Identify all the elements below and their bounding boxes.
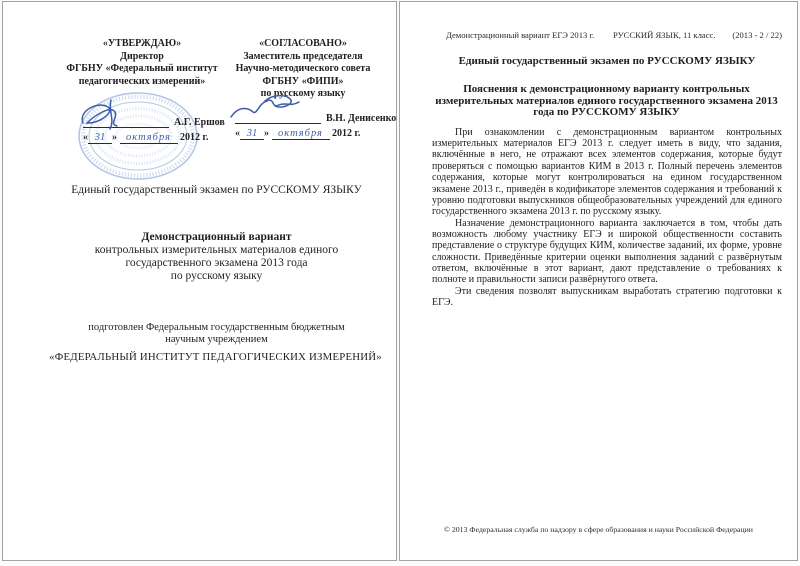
agree-signature-row bbox=[235, 110, 396, 124]
date-year: 2012 г. bbox=[332, 128, 361, 139]
document-title-line: контрольных измерительных материалов единого bbox=[94, 244, 339, 256]
agree-signer-name: В.Н. Денисенко bbox=[326, 113, 397, 124]
paragraph: При ознакомлении с демонстрационным вариантом контрольных измерительных материалов ЕГЭ 2013 г. следует иметь в виду, что задания, включённые в него, не отражают всех элементов содержания, которые будут проверяться с помощью вариантов КИМ в 2013 г. Полный перечень элементов содержания, которые могут контролироваться на едином государственном экзамене 2013 г., приведён в кодификаторе элементов содержания и требований к уровню подготовки выпускников общеобразовательных учреждений для единого государственного экзамена 2013 г. по русскому языку. bbox=[432, 126, 782, 218]
signature-scribble-icon bbox=[75, 97, 145, 131]
document-title-bold: Демонстрационный вариант bbox=[141, 231, 292, 243]
approve-signature-row bbox=[83, 114, 225, 128]
document-title-line: по русскому языку bbox=[170, 270, 263, 282]
approve-date-row bbox=[83, 132, 208, 144]
agree-block bbox=[225, 38, 381, 101]
quote-close: » bbox=[112, 132, 117, 143]
approve-line: Директор bbox=[120, 50, 164, 62]
approve-line: ФГБНУ «Федеральный институт bbox=[66, 63, 218, 75]
approve-signer-name: А.Г. Ершов bbox=[174, 117, 225, 128]
header-page-number: (2013 - 2 / 22) bbox=[732, 30, 782, 40]
body-text bbox=[400, 119, 797, 309]
agree-line: ФГБНУ «ФИПИ» bbox=[262, 75, 344, 87]
page-header bbox=[400, 2, 797, 40]
document-title-block bbox=[45, 231, 388, 283]
approve-block bbox=[55, 38, 229, 88]
agree-date-row bbox=[235, 128, 360, 140]
agree-title: «СОГЛАСОВАНО» bbox=[259, 38, 347, 49]
paragraph: Эти сведения позволят выпускникам выработать стратегию подготовки к ЕГЭ. bbox=[432, 285, 782, 308]
agree-line: Научно-методического совета bbox=[235, 63, 371, 75]
signature-scribble-icon bbox=[227, 93, 305, 123]
section-title: Пояснения к демонстрационному варианту контрольных измерительных материалов единого государственного экзамена 2013 года по РУССКОМУ ЯЗЫКУ bbox=[435, 83, 778, 119]
institute-name: «ФЕДЕРАЛЬНЫЙ ИНСТИТУТ ПЕДАГОГИЧЕСКИХ ИЗМЕРЕНИЙ» bbox=[49, 351, 382, 363]
header-subject-label: РУССКИЙ ЯЗЫК, 11 класс. bbox=[613, 30, 716, 40]
agree-line: по русскому языку bbox=[260, 88, 346, 100]
approve-line: педагогических измерений» bbox=[78, 75, 206, 87]
copyright-footer: © 2013 Федеральная служба по надзору в сфере образования и науки Российской Федерации bbox=[444, 525, 753, 534]
handwritten-month: октября bbox=[272, 128, 330, 140]
exam-title: Единый государственный экзамен по РУССКОМУ ЯЗЫКУ bbox=[71, 184, 362, 196]
exam-title: Единый государственный экзамен по РУССКОМУ ЯЗЫКУ bbox=[458, 55, 756, 67]
handwritten-day: 31 bbox=[240, 128, 264, 140]
header-variant-label: Демонстрационный вариант ЕГЭ 2013 г. bbox=[446, 30, 595, 40]
paragraph: Назначение демонстрационного варианта заключается в том, чтобы дать возможность любому участнику ЕГЭ и широкой общественности составить представление о структуре будущих КИМ, количестве заданий, их форме, уровне сложности. Приведённые критерии оценки выполнения заданий с развёрнутым ответом, включённые в этот вариант, дают представление о требованиях к полноте и правильности записи развёрнутого ответа. bbox=[432, 217, 782, 286]
explanations-page bbox=[399, 1, 798, 561]
handwritten-month: октября bbox=[120, 132, 178, 144]
signature-line bbox=[83, 114, 169, 128]
document-title-line: государственного экзамена 2013 года bbox=[125, 257, 308, 269]
date-year: 2012 г. bbox=[180, 132, 209, 143]
signature-line bbox=[235, 110, 321, 124]
prepared-line: научным учреждением bbox=[165, 334, 268, 345]
quote-open: « bbox=[83, 132, 88, 143]
prepared-by-block bbox=[45, 322, 388, 346]
quote-close: » bbox=[264, 128, 269, 139]
prepared-line: подготовлен Федеральным государственным бюджетным bbox=[88, 322, 345, 333]
title-page bbox=[2, 1, 397, 561]
approve-title: «УТВЕРЖДАЮ» bbox=[102, 38, 182, 49]
quote-open: « bbox=[235, 128, 240, 139]
handwritten-day: 31 bbox=[88, 132, 112, 144]
agree-line: Заместитель председателя bbox=[243, 50, 363, 62]
